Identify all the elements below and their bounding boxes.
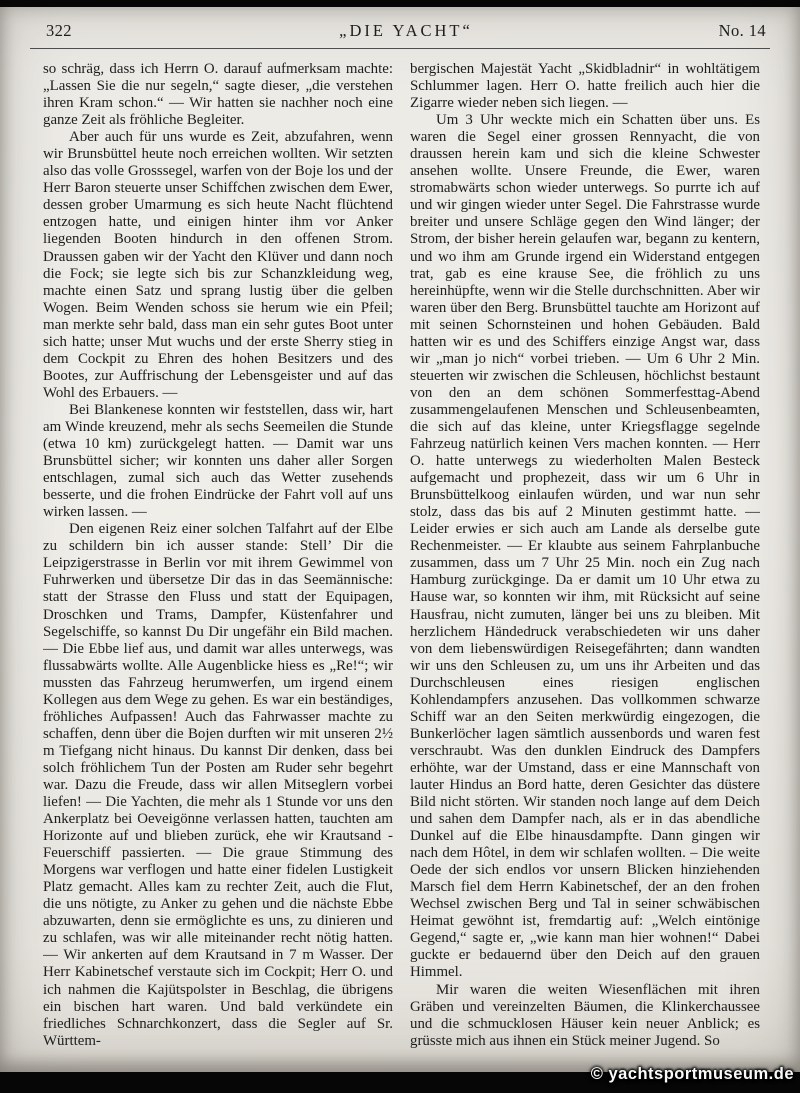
paragraph: bergischen Majestät Yacht „Skidbladnir“ in wohltätigem Schlummer lagen. Herr O. hatte freilich auch hier die Zigarre wieder neben sich liegen. — [410, 61, 760, 112]
article-body [0, 49, 800, 1071]
paragraph: Bei Blankenese konnten wir feststellen, dass wir, hart am Winde kreuzend, mehr als sechs Seemeilen die Stunde (etwa 10 km) zurückgelegt hatten. — Damit war uns Brunsbüttel sicher; wir konnten uns daher aller Sorgen entschlagen, zumal sich auch das Wetter zusehends besserte, und die frohen Eindrücke der Fahrt voll auf uns wirken lassen. — [43, 401, 393, 521]
scan-edge-top [0, 0, 800, 7]
paragraph: Den eigenen Reiz einer solchen Talfahrt auf der Elbe zu schildern bin ich ausser stande: Stell’ Dir die Leipzigerstrasse in Berlin vor mit ihrem Gewimmel von Fuhrwerken und übersetze Dir das in das Seemännische: statt der Strasse den Fluss und statt der Equipagen, Droschken und Trams, Dampfer, Küstenfahrer und Segelschiffe, so kannst Du Dir ungefähr ein Bild machen. — Die Ebbe lief aus, und damit war alles unterwegs, was flussabwärts wollte. Alle Augenblicke hiess es „Re!“; wir mussten das Fahrzeug herumwerfen, um irgend einem Kollegen aus dem Wege zu gehen. Es war ein beständiges, fröhliches Aufpassen! Auch das Fahrwasser machte zu schaffen, denn über die Bojen durften wir mit unseren 2½ m Tiefgang nicht hinaus. Du kannst Dir denken, dass bei solch fröhlichem Tun der Posten am Ruder sehr begehrt war. Dazu die Freude, dass wir allen Mitseglern vorbei liefen! — Die Yachten, die mehr als 1 Stunde vor uns den Ankerplatz bei Oeveigönne verlassen hatten, tauchten am Horizonte auf und blieben zurück, ehe wir Krautsand - Feuerschiff passierten. — Die graue Stimmung des Morgens war verflogen und hatte einer fidelen Lustigkeit Platz gemacht. Alles kam zu rechter Zeit, auch die Flut, die uns nötigte, zu Anker zu gehen und die nächste Ebbe abzuwarten, denn sie ermöglichte es uns, zu dinieren und zu schlafen, was wir alle miteinander recht nötig hatten. — Wir ankerten auf dem Krautsand in 7 m Wasser. Der Herr Kabinetschef verstaute sich im Cockpit; Herr O. und ich nahmen die Kajütspolster in Beschlag, die übrigens ein bischen hart waren. Und bald verkündete ein friedliches Schnarchkonzert, dass die Segler auf Sr. Württem- [43, 521, 393, 1049]
paragraph: Aber auch für uns wurde es Zeit, abzufahren, wenn wir Brunsbüttel heute noch erreichen wollten. Wir setzten also das volle Grosssegel, warfen von der Boje los und der Herr Baron steuerte unser Schiffchen zwischen dem Ewer, dessen grober Umarmung es sich heute Nacht flüchtend entzogen hatte, und einigen hinter ihm vor Anker liegenden Booten hindurch in den offenen Strom. Draussen gaben wir der Yacht den Klüver und dann noch die Fock; sie legte sich bis zur Schanzkleidung weg, machte einen Satz und sprang lustig über die gelben Wogen. Beim Wenden schoss sie herum wie ein Pfeil; man merkte sehr bald, dass man ein sehr gutes Boot unter sich hatte; unser Mut wuchs und der erste Sherry stieg in dem Cockpit zu Ehren des hohen Besitzers und des Bootes, zur Auffrischung der Lebensgeister und auf das Wohl des Erbauers. — [43, 129, 393, 401]
paragraph: so schräg, dass ich Herrn O. darauf aufmerksam machte: „Lassen Sie die nur segeln,“ sagte dieser, „die verstehen ihren Kram schon.“ — Wir hatten sie nachher noch eine ganze Zeit als fröhliche Begleiter. [43, 61, 393, 129]
page-header [0, 7, 800, 41]
paper [0, 7, 800, 1072]
left-column [43, 61, 393, 1071]
paragraph: Um 3 Uhr weckte mich ein Schatten über uns. Es waren die Segel einer grossen Rennyacht, die von draussen herein kam und sich die kleine Schwester ansehen wollte. Unsere Freunde, die Ewer, waren stromabwärts schon wieder unterwegs. So purrte ich auf und wir gingen wieder unter Segel. Die Fahrstrasse wurde breiter und unsere Schläge gegen den Wind länger; der Strom, der bisher herein gelaufen war, begann zu kentern, und wo ihm am Grunde irgend ein Widerstand entgegen trat, gab es eine krause See, die fröhlich zu uns hereinhüpfte, wenn wir die Stelle durchschnitten. Aber wir waren über den Berg. Brunsbüttel tauchte am Horizont auf mit seinen Schornsteinen und hohen Gebäuden. Bald hatten wir es und des Schiffers einzige Angst war, dass wir „man jo nich“ vorbei trieben. — Um 6 Uhr 2 Min. steuerten wir zwischen die Schleusen, höchlichst bestaunt von den an dem schönen Sommerfesttag-Abend zusammengelaufenen Menschen und Schleusenbeamten, die sich auf das kleine, unter Kriegsflagge segelnde Fahrzeug natürlich keinen Vers machen konnten. — Herr O. hatte unterwegs zu wiederholten Malen Besteck aufgemacht und prophezeit, dass wir um 6 Uhr in Brunsbüttelkoog einlaufen würden, und war nun sehr stolz, dass das bis auf 2 Minuten gestimmt hatte. — Leider erwies er sich auch am Lande als derselbe gute Rechenmeister. — Er klaubte aus seinem Fahrplanbuche zusammen, dass um 7 Uhr 25 Min. noch ein Zug nach Hamburg zurückginge. Da er damit um 10 Uhr etwa zu Hause war, so konnten wir ihm, mit Rücksicht auf seine Hausfrau, nicht zumuten, länger bei uns zu bleiben. Mit herzlichem Händedruck verabschiedeten wir uns daher von dem liebenswürdigen Reisegefährten; dann wandten wir uns den Schleusen zu, um uns ihr Arbeiten und das Durchschleusen eines riesigen englischen Kohlendampfers anzusehen. Das vollkommen schwarze Schiff war an den Seiten merkwürdig eingezogen, die Bunkerlöcher lagen sämtlich aussenbords und waren fest verschraubt. Was den dunklen Eindruck des Dampfers erhöhte, war der Umstand, dass er eine Mannschaft von lauter Hindus an Bord hatte, deren Gesichter das düstere Bild nicht störten. Wir standen noch lange auf dem Deich und sahen dem Dampfer nach, als er in das abendliche Dunkel auf die Elbe hinausdampfte. Dann gingen wir nach dem Hôtel, in dem wir schlafen wollten. – Die weite Oede der sich endlos vor unsern Blicken hinziehenden Marsch fiel dem Herrn Kabinetschef, der an den frohen Wechsel zwischen Berg und Tal in seiner schwäbischen Heimat gewöhnt ist, fremdartig auf: „Welch eintönige Gegend,“ sagte er, „wie kann man hier wohnen!“ Dabei guckte er bedauernd über den Deich auf den grauen Himmel. [410, 112, 760, 981]
journal-title: „DIE YACHT“ [339, 21, 473, 40]
right-column [410, 61, 760, 1071]
paragraph: Mir waren die weiten Wiesenflächen mit ihren Gräben und vereinzelten Bäumen, die Klinkerchaussee und die schmucklosen Häuser kein neuer Anblick; es grüsste mich aus ihnen ein Stück meiner Jugend. So [410, 981, 760, 1049]
watermark: © yachtsportmuseum.de [590, 1065, 794, 1083]
issue-number: No. 14 [718, 21, 766, 40]
page-number: 322 [46, 21, 72, 40]
